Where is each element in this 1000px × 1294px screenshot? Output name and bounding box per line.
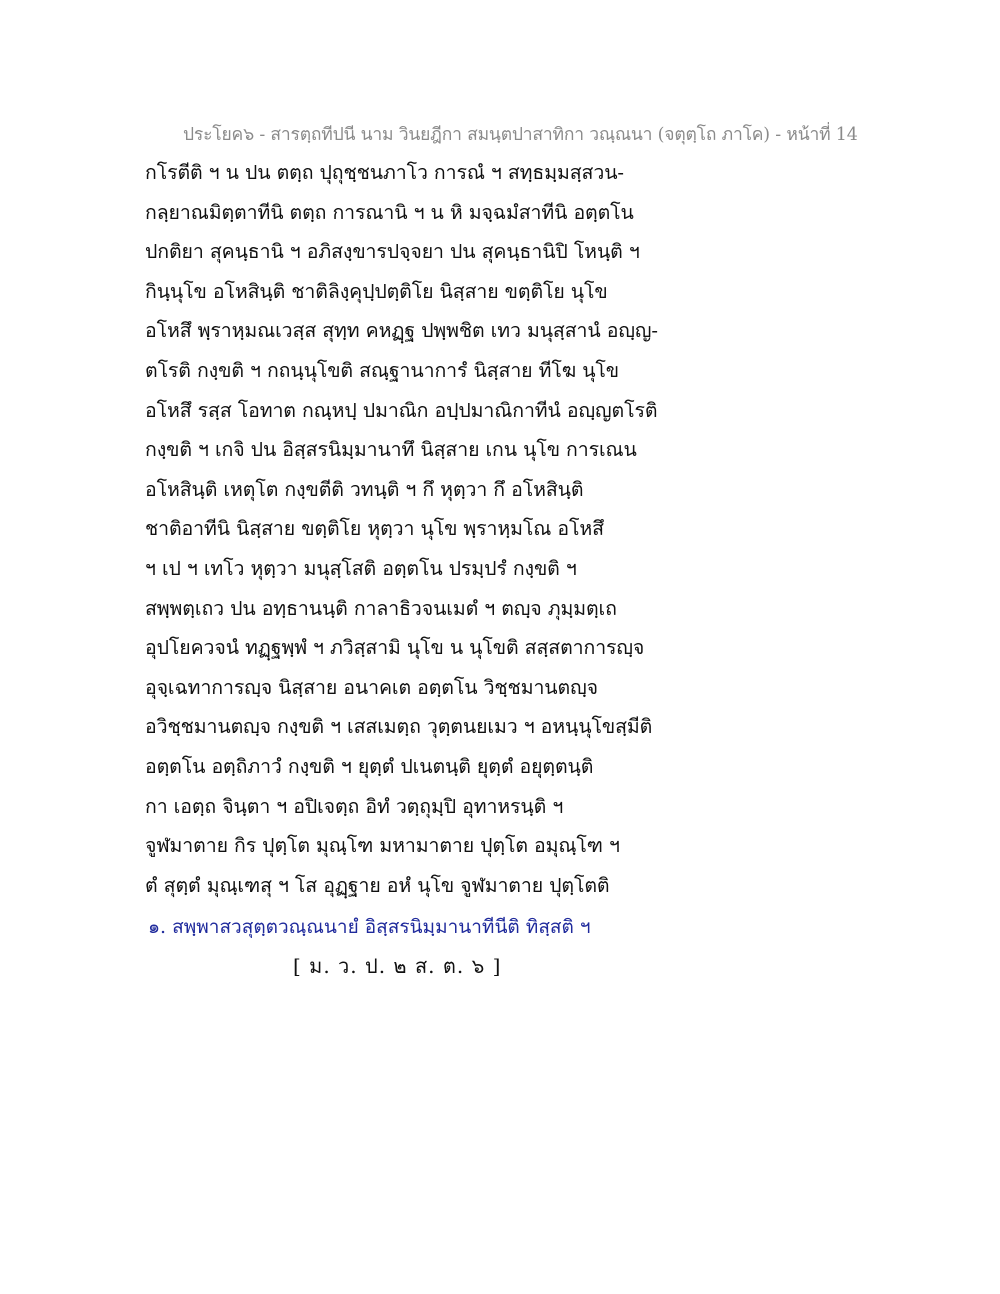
body-text bbox=[145, 160, 685, 912]
body-line: ตํ สุตฺตํ มุณฺเฑสุ ฯ โส อุฏฺฐาย อหํ นุโข จูฬมาตาย ปุตฺโตติ bbox=[145, 873, 610, 897]
page-reference: [ ม. ว. ป. ๒ ส. ต. ๖ ] bbox=[293, 954, 502, 978]
body-line: อโหสึ พฺราหฺมณเวสฺส สุทฺท คหฏฺฐ ปพฺพชิต เทว มนุสฺสานํ อญฺญ- bbox=[145, 319, 658, 343]
running-header: ประโยค๖ - สารตฺถทีปนี นาม วินยฎีกา สมนฺตปาสาทิกา วณฺณนา (จตุตฺโถ ภาโค) - หน้าที่ 14 bbox=[183, 125, 858, 145]
body-line: กลฺยาณมิตฺตาทีนิ ตตฺถ การณานิ ฯ น หิ มจฺฉมํสาทีนิ อตฺตโน bbox=[145, 200, 634, 224]
body-line: ชาติอาทีนิ นิสฺสาย ขตฺติโย หุตฺวา นุโข พฺราหฺมโณ อโหสึ bbox=[145, 517, 604, 541]
body-line: อุปโยควจนํ ทฏฺฐพฺพํ ฯ ภวิสฺสามิ นุโข น นุโขติ สสฺสตาการญฺจ bbox=[145, 636, 645, 660]
body-line: ปกติยา สุคนฺธานิ ฯ อภิสงฺขารปจฺจยา ปน สุคนฺธานิปิ โหนฺติ ฯ bbox=[145, 240, 640, 264]
body-line: อโหสึ รสฺส โอทาต กณฺหปฺ ปมาณิก อปฺปมาณิกาทีนํ อญฺญตโรติ bbox=[145, 398, 658, 422]
body-line: กโรตีติ ฯ น ปน ตตฺถ ปุถุชฺชนภาโว การณํ ฯ สทฺธมฺมสฺสวน- bbox=[145, 161, 624, 184]
body-line: ฯ เป ฯ เทโว หุตฺวา มนุสฺโสติ อตฺตโน ปรมฺปรํ กงฺขติ ฯ bbox=[145, 556, 577, 580]
body-line: สพฺพตฺเถว ปน อทฺธานนฺติ กาลาธิวจนเมตํ ฯ ตญฺจ ภุมฺมตฺเถ bbox=[145, 596, 617, 620]
footnote: ๑. สพฺพาสวสุตฺตวณฺณนายํ อิสฺสรนิมฺมานาทีนีติ ทิสฺสติ ฯ bbox=[148, 916, 591, 938]
body-line: อวิชฺชมานตญฺจ กงฺขติ ฯ เสสเมตฺถ วุตฺตนยเมว ฯ อหนฺนุโขสฺมีติ bbox=[145, 715, 653, 739]
body-line: อโหสินฺติ เหตุโต กงฺขตีติ วทนฺติ ฯ กึ หุตฺวา กึ อโหสินฺติ bbox=[145, 477, 584, 501]
body-line: กา เอตฺถ จินฺตา ฯ อปิเจตฺถ อิทํ วตฺถุมฺปิ อุทาหรนฺติ ฯ bbox=[145, 794, 564, 818]
body-line: อุจฺเฉทาการญฺจ นิสฺสาย อนาคเต อตฺตโน วิชฺชมานตญฺจ bbox=[145, 675, 598, 699]
body-line: จูฬมาตาย กิร ปุตฺโต มุณฺโฑ มหามาตาย ปุตฺโต อมุณฺโฑ ฯ bbox=[145, 834, 620, 858]
body-line: อตฺตโน อตฺถิภาวํ กงฺขติ ฯ ยุตฺตํ ปเนตนฺติ ยุตฺตํ อยุตฺตนฺติ bbox=[145, 754, 594, 778]
body-line: ตโรติ กงฺขติ ฯ กถนฺนุโขติ สณฺฐานาการํ นิสฺสาย ทีโฆ นุโข bbox=[145, 358, 620, 382]
body-line: กงฺขติ ฯ เกจิ ปน อิสฺสรนิมฺมานาทึ นิสฺสาย เกน นุโข การเณน bbox=[145, 438, 637, 462]
body-line: กินฺนุโข อโหสินฺติ ชาติลิงฺคุปฺปตฺติโย นิสฺสาย ขตฺติโย นุโข bbox=[145, 279, 608, 303]
